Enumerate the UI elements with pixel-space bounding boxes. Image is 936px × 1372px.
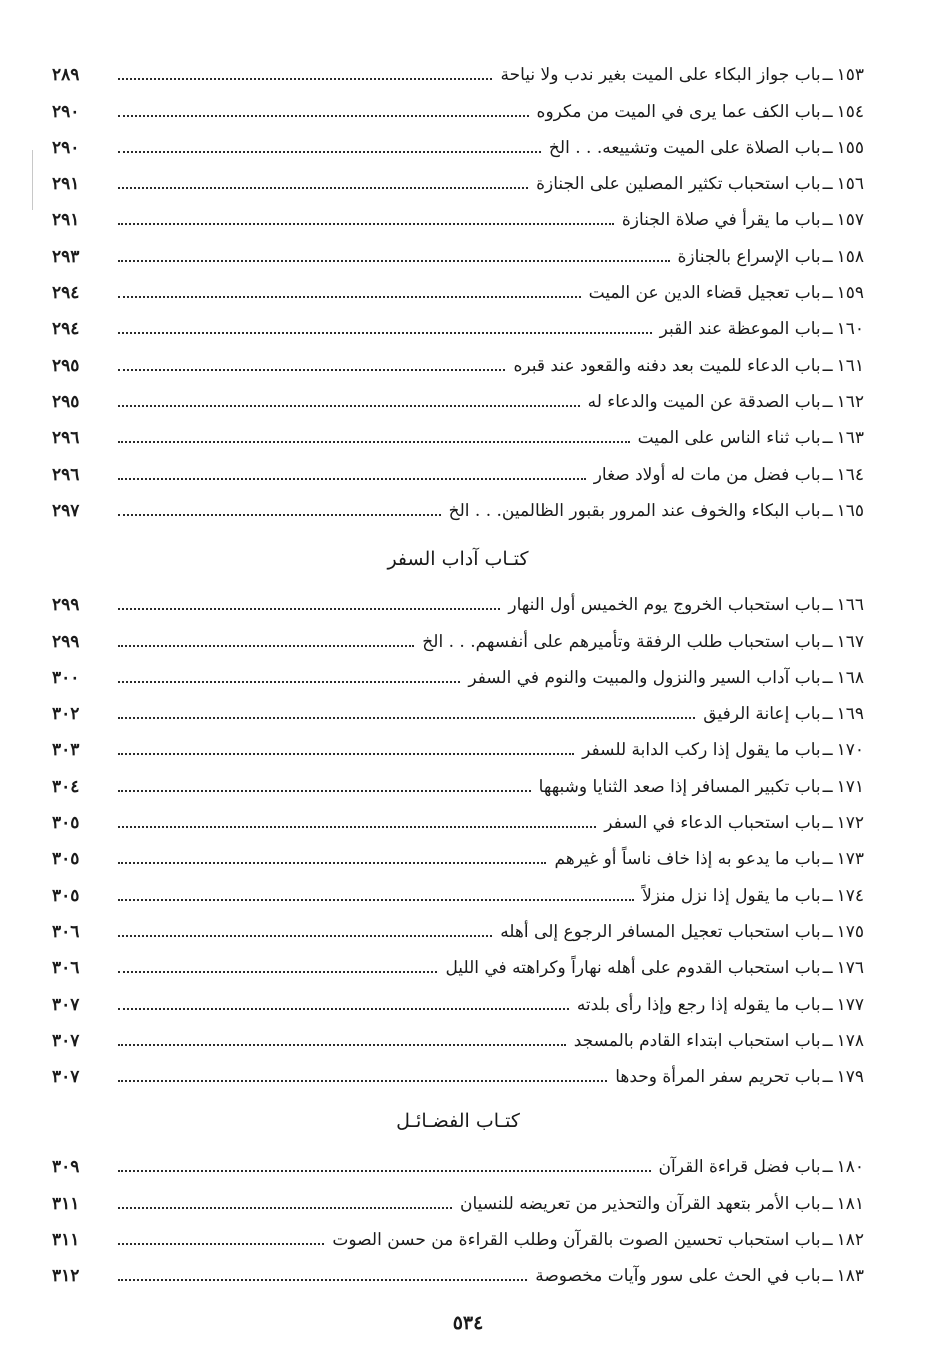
entry-title: باب استحباب ابتداء القادم بالمسجد (573, 1030, 821, 1051)
dot-leader (118, 440, 630, 443)
entry-number: ١٦٣ (836, 428, 864, 449)
entry-page-number: ٢٩٤ (52, 319, 80, 340)
entry-number: ١٥٤ (836, 101, 864, 122)
entry-title: باب ما يقول إذا ركب الدابة للسفر (582, 740, 821, 761)
entry-number: ١٧٩ (836, 1067, 864, 1088)
dot-leader (118, 825, 596, 828)
entry-title: باب الكف عما يرى في الميت من مكروه (536, 101, 821, 122)
entry-page-number: ٣٠٩ (52, 1157, 80, 1178)
toc-entry (52, 1176, 864, 1212)
dot-leader (118, 716, 695, 719)
dot-leader (118, 1043, 566, 1046)
toc-entry (52, 796, 864, 832)
entry-number: ١٧٣ (836, 849, 864, 870)
entry-number: ١٥٩ (836, 283, 864, 304)
entry-title: باب الدعاء للميت بعد دفنه والقعود عند قبره (513, 355, 821, 376)
entry-title: باب استحباب تحسين الصوت بالقرآن وطلب القراءة من حسن الصوت (332, 1229, 821, 1250)
entry-dash: ــ (822, 355, 833, 376)
toc-entry (52, 1050, 864, 1086)
entry-number: ١٧٤ (836, 885, 864, 906)
entry-dash: ــ (822, 849, 833, 870)
toc-entry (52, 723, 864, 759)
entry-title: باب ما يقول إذا نزل منزلاً (642, 885, 821, 906)
toc-entry (52, 157, 864, 193)
entry-title: باب تحريم سفر المرأة وحدها (615, 1067, 821, 1088)
dot-leader (118, 1169, 651, 1172)
dot-leader (118, 970, 437, 973)
entry-number: ١٨٢ (836, 1229, 864, 1250)
dot-leader (118, 607, 500, 610)
entry-dash: ــ (822, 631, 833, 652)
entry-title: باب ما يدعو به إذا خاف ناساً أو غيرهم (554, 849, 821, 870)
entry-dash: ــ (822, 595, 833, 616)
toc-entry (52, 1213, 864, 1249)
entry-dash: ــ (822, 246, 833, 267)
toc-entry (52, 338, 864, 374)
page-number-footer: ٥٣٤ (452, 1312, 484, 1334)
entry-title: باب تعجيل قضاء الدين عن الميت (588, 283, 821, 304)
entry-page-number: ٣٠٥ (52, 885, 80, 906)
entry-page-number: ٢٩٥ (52, 391, 80, 412)
toc-entry (52, 905, 864, 941)
entry-number: ١٦٨ (836, 667, 864, 688)
dot-leader (118, 222, 614, 225)
entry-title: باب تكبير المسافر إذا صعد الثنايا وشبهها (538, 776, 821, 797)
toc-entry (52, 1249, 864, 1285)
entry-dash: ــ (822, 1229, 833, 1250)
entry-title: باب استحباب الدعاء في السفر (604, 813, 821, 834)
entry-dash: ــ (822, 1157, 833, 1178)
entry-page-number: ٣٠٧ (52, 1030, 80, 1051)
toc-entry (52, 868, 864, 904)
entry-number: ١٦٠ (836, 319, 864, 340)
entry-number: ١٥٦ (836, 174, 864, 195)
entry-page-number: ٢٩١ (52, 210, 80, 231)
entry-dash: ــ (822, 210, 833, 231)
entry-dash: ــ (822, 885, 833, 906)
toc-entry (52, 121, 864, 157)
entry-page-number: ٣١٢ (52, 1266, 80, 1287)
entry-title: باب إعانة الرفيق (703, 704, 821, 725)
entry-number: ١٧٢ (836, 813, 864, 834)
dot-leader (118, 752, 574, 755)
entry-page-number: ٢٩٥ (52, 355, 80, 376)
entry-title: باب استحباب طلب الرفقة وتأميرهم على أنفسهم. . . الخ (422, 631, 821, 652)
entry-dash: ــ (822, 137, 833, 158)
entry-page-number: ٣١١ (52, 1193, 80, 1214)
entry-dash: ــ (822, 428, 833, 449)
entry-page-number: ٢٩٠ (52, 137, 80, 158)
dot-leader (118, 1242, 324, 1245)
entry-number: ١٧٨ (836, 1030, 864, 1051)
toc-entry (52, 614, 864, 650)
entry-number: ١٦٩ (836, 704, 864, 725)
entry-number: ١٧٠ (836, 740, 864, 761)
dot-leader (118, 186, 528, 189)
entry-title: باب فضل قراءة القرآن (658, 1157, 821, 1178)
section-virtues (52, 1140, 864, 1285)
entry-dash: ــ (822, 1193, 833, 1214)
entry-number: ١٦٤ (836, 464, 864, 485)
toc-entry (52, 266, 864, 302)
entry-dash: ــ (822, 174, 833, 195)
dot-leader (118, 1079, 607, 1082)
entry-dash: ــ (822, 1067, 833, 1088)
entry-page-number: ٢٩٩ (52, 595, 80, 616)
dot-leader (118, 331, 652, 334)
entry-dash: ــ (822, 776, 833, 797)
entry-title: باب جواز البكاء على الميت بغير ندب ولا نياحة (500, 65, 821, 86)
entry-page-number: ٣٠٣ (52, 740, 80, 761)
entry-dash: ــ (822, 319, 833, 340)
entry-number: ١٦٢ (836, 391, 864, 412)
entry-page-number: ٢٩٧ (52, 500, 80, 521)
entry-number: ١٨١ (836, 1193, 864, 1214)
section-funeral (52, 48, 864, 520)
entry-title: باب الصلاة على الميت وتشييعه. . . الخ (548, 137, 821, 158)
entry-number: ١٥٧ (836, 210, 864, 231)
dot-leader (118, 404, 580, 407)
entry-title: باب استحباب تعجيل المسافر الرجوع إلى أهله (500, 921, 821, 942)
entry-page-number: ٣٠٢ (52, 704, 80, 725)
toc-entry (52, 411, 864, 447)
entry-dash: ــ (822, 464, 833, 485)
entry-number: ١٧١ (836, 776, 864, 797)
dot-leader (118, 368, 505, 371)
dot-leader (118, 934, 492, 937)
entry-dash: ــ (822, 958, 833, 979)
entry-page-number: ٢٩٤ (52, 283, 80, 304)
entry-page-number: ٣٠٦ (52, 958, 80, 979)
section-travel (52, 578, 864, 1086)
dot-leader (118, 295, 581, 298)
entry-page-number: ٢٩٣ (52, 246, 80, 267)
entry-title: باب في الحث على سور وآيات مخصوصة (535, 1266, 821, 1287)
entry-page-number: ٢٩٦ (52, 428, 80, 449)
entry-title: باب آداب السير والنزول والمبيت والنوم في السفر (468, 667, 821, 688)
toc-entry (52, 484, 864, 520)
heading-travel-book: كتـاب آداب السفر (387, 548, 529, 570)
dot-leader (118, 114, 529, 117)
entry-title: باب استحباب الخروج يوم الخميس أول النهار (508, 595, 821, 616)
dot-leader (118, 861, 546, 864)
dot-leader (118, 513, 441, 516)
entry-number: ١٦٥ (836, 500, 864, 521)
entry-title: باب ما يقوله إذا رجع وإذا رأى بلدته (576, 994, 821, 1015)
entry-dash: ــ (822, 667, 833, 688)
toc-entry (52, 375, 864, 411)
dot-leader (118, 259, 670, 262)
entry-page-number: ٢٩٦ (52, 464, 80, 485)
toc-entry (52, 759, 864, 795)
entry-title: باب استحباب تكثير المصلين على الجنازة (536, 174, 821, 195)
toc-entry (52, 1014, 864, 1050)
entry-number: ١٧٦ (836, 958, 864, 979)
entry-dash: ــ (822, 740, 833, 761)
entry-number: ١٦٦ (836, 595, 864, 616)
entry-page-number: ٣٠٥ (52, 813, 80, 834)
entry-dash: ــ (822, 500, 833, 521)
entry-title: باب الموعظة عند القبر (659, 319, 821, 340)
entry-title: باب البكاء والخوف عند المرور بقبور الظالمين. . . الخ (448, 500, 821, 521)
toc-entry (52, 447, 864, 483)
entry-page-number: ٣١١ (52, 1229, 80, 1250)
toc-entry (52, 193, 864, 229)
entry-dash: ــ (822, 994, 833, 1015)
toc-entry (52, 687, 864, 723)
entry-dash: ــ (822, 65, 833, 86)
dot-leader (118, 898, 634, 901)
entry-page-number: ٣٠٧ (52, 1067, 80, 1088)
toc-entry (52, 578, 864, 614)
entry-dash: ــ (822, 813, 833, 834)
toc-entry (52, 651, 864, 687)
entry-page-number: ٣٠٠ (52, 667, 80, 688)
toc-entry (52, 941, 864, 977)
toc-entry (52, 1140, 864, 1176)
entry-page-number: ٣٠٦ (52, 921, 80, 942)
entry-number: ١٥٨ (836, 246, 864, 267)
entry-dash: ــ (822, 704, 833, 725)
entry-number: ١٨٣ (836, 1266, 864, 1287)
entry-number: ١٥٥ (836, 137, 864, 158)
entry-page-number: ٣٠٤ (52, 776, 80, 797)
entry-title: باب الصدقة عن الميت والدعاء له (587, 391, 821, 412)
entry-dash: ــ (822, 921, 833, 942)
entry-page-number: ٢٩٩ (52, 631, 80, 652)
dot-leader (118, 644, 414, 647)
entry-page-number: ٣٠٧ (52, 994, 80, 1015)
entry-title: باب ثناء الناس على الميت (637, 428, 821, 449)
entry-title: باب الإسراع بالجنازة (677, 246, 821, 267)
toc-entry (52, 48, 864, 84)
entry-title: باب ما يقرأ في صلاة الجنازة (621, 210, 821, 231)
entry-dash: ــ (822, 1030, 833, 1051)
entry-number: ١٦١ (836, 355, 864, 376)
entry-number: ١٦٧ (836, 631, 864, 652)
toc-entry (52, 977, 864, 1013)
dot-leader (118, 477, 586, 480)
entry-dash: ــ (822, 391, 833, 412)
dot-leader (118, 150, 541, 153)
heading-virtues-book: كتـاب الفضـائـل (396, 1110, 520, 1132)
entry-dash: ــ (822, 101, 833, 122)
entry-page-number: ٢٨٩ (52, 65, 80, 86)
dot-leader (118, 1206, 452, 1209)
dot-leader (118, 77, 492, 80)
toc-entry (52, 84, 864, 120)
dot-leader (118, 680, 460, 683)
entry-title: باب استحباب القدوم على أهله نهاراً وكراهته في الليل (445, 958, 821, 979)
margin-rule (32, 150, 33, 210)
toc-entry (52, 229, 864, 265)
entry-number: ١٧٥ (836, 921, 864, 942)
entry-dash: ــ (822, 1266, 833, 1287)
entry-number: ١٥٣ (836, 65, 864, 86)
dot-leader (118, 789, 531, 792)
entry-page-number: ٢٩٠ (52, 101, 80, 122)
entry-page-number: ٢٩١ (52, 174, 80, 195)
toc-entry (52, 832, 864, 868)
entry-dash: ــ (822, 283, 833, 304)
dot-leader (118, 1007, 569, 1010)
entry-title: باب الأمر بتعهد القرآن والتحذير من تعريضه للنسيان (459, 1193, 821, 1214)
dot-leader (118, 1278, 527, 1281)
entry-number: ١٧٧ (836, 994, 864, 1015)
entry-page-number: ٣٠٥ (52, 849, 80, 870)
toc-entry (52, 302, 864, 338)
entry-title: باب فضل من مات له أولاد صغار (593, 464, 821, 485)
entry-number: ١٨٠ (836, 1157, 864, 1178)
